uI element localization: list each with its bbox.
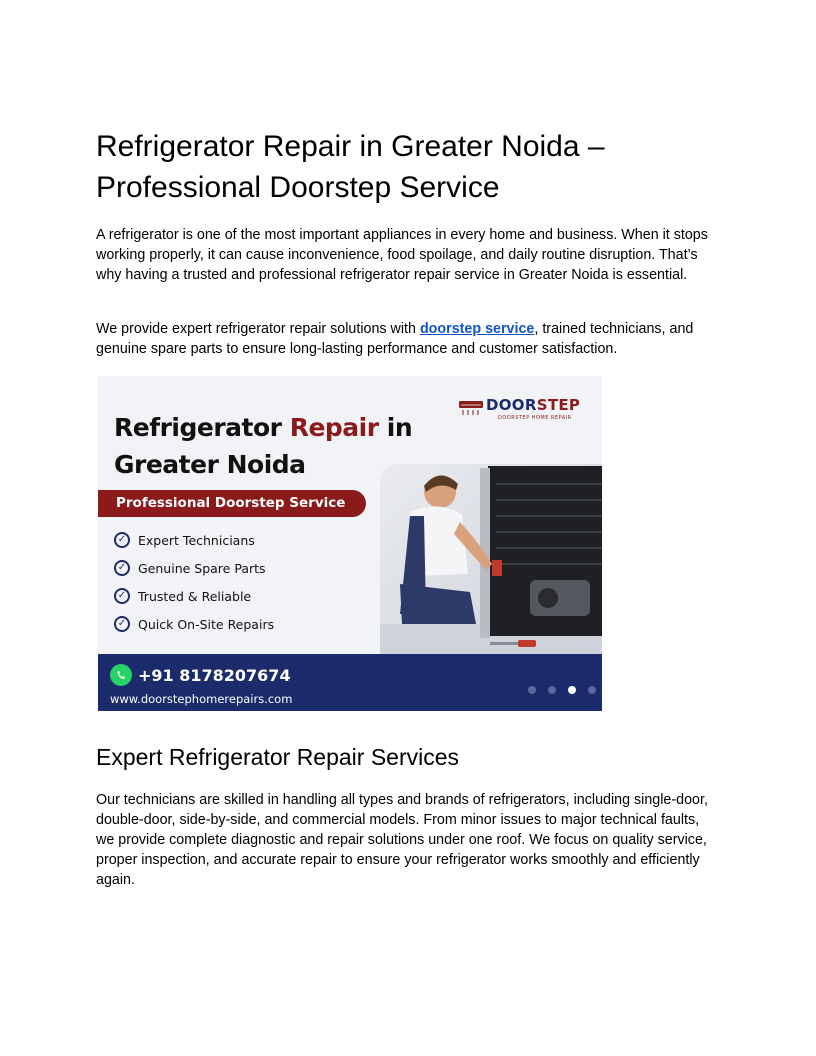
feature-item xyxy=(114,554,274,582)
carousel-dot-active xyxy=(568,686,576,694)
feature-label: Expert Technicians xyxy=(138,532,255,548)
intro-paragraph: A refrigerator is one of the most important appliances in every home and business. When it stops working properly, it can cause inconvenience, food spoilage, and daily routine disruption. That’s why having a trusted and professional refrigerator repair service in Greater Noida is essential. xyxy=(96,227,708,283)
service-paragraph-text-after: , trained technicians, and genuine spare parts to ensure long-lasting performance and customer satisfaction. xyxy=(96,321,694,357)
banner-title-part3: in Greater Noida xyxy=(114,413,413,479)
ac-unit-logo-icon xyxy=(458,400,484,416)
check-circle-icon: ✓ xyxy=(114,560,130,576)
doorstep-service-link[interactable]: doorstep service xyxy=(419,321,535,337)
feature-label: Genuine Spare Parts xyxy=(138,560,266,576)
carousel-dots xyxy=(528,686,596,694)
section-paragraph: Our technicians are skilled in handling all types and brands of refrigerators, including single-door, double-door, side-by-side, and commercial models. From minor issues to major technical faults, we provide complete diagnostic and repair solutions under one roof. We focus on quality service, proper inspection, and accurate repair to ensure your refrigerator works smoothly and efficiently again. xyxy=(96,792,708,888)
technician-illustration xyxy=(380,464,602,668)
website-url: www.doorstephomerepairs.com xyxy=(110,692,293,706)
page-title: Refrigerator Repair in Greater Noida – Professional Doorstep Service xyxy=(96,130,605,204)
service-paragraph-text-before: We provide expert refrigerator repair solutions with xyxy=(96,321,420,337)
logo-word-step: STEP xyxy=(536,396,581,414)
carousel-dot xyxy=(588,686,596,694)
check-circle-icon: ✓ xyxy=(114,532,130,548)
feature-item xyxy=(114,610,274,638)
banner-title-highlight: Repair xyxy=(289,413,379,442)
check-circle-icon: ✓ xyxy=(114,616,130,632)
phone-number-text: +91 8178207674 xyxy=(138,665,291,685)
carousel-dot xyxy=(548,686,556,694)
whatsapp-icon xyxy=(110,664,132,686)
promo-banner-image xyxy=(98,376,602,711)
service-paragraph xyxy=(96,319,716,359)
banner-title-part1: Refrigerator xyxy=(114,413,290,442)
check-circle-icon: ✓ xyxy=(114,588,130,604)
banner-ribbon: Professional Doorstep Service xyxy=(98,490,366,517)
feature-list xyxy=(114,526,274,638)
logo-wordmark xyxy=(486,396,580,414)
feature-label: Trusted & Reliable xyxy=(138,588,252,604)
doorstep-logo xyxy=(458,396,581,421)
section-heading: Expert Refrigerator Repair Services xyxy=(96,744,460,770)
phone-number xyxy=(110,664,291,686)
feature-item xyxy=(114,526,274,554)
feature-item xyxy=(114,582,274,610)
logo-subtitle: DOORSTEP HOME REPAIR xyxy=(498,415,572,421)
feature-label: Quick On-Site Repairs xyxy=(138,616,275,632)
logo-word-door: DOOR xyxy=(486,396,537,414)
technician-repair-photo xyxy=(380,464,602,668)
carousel-dot xyxy=(528,686,536,694)
